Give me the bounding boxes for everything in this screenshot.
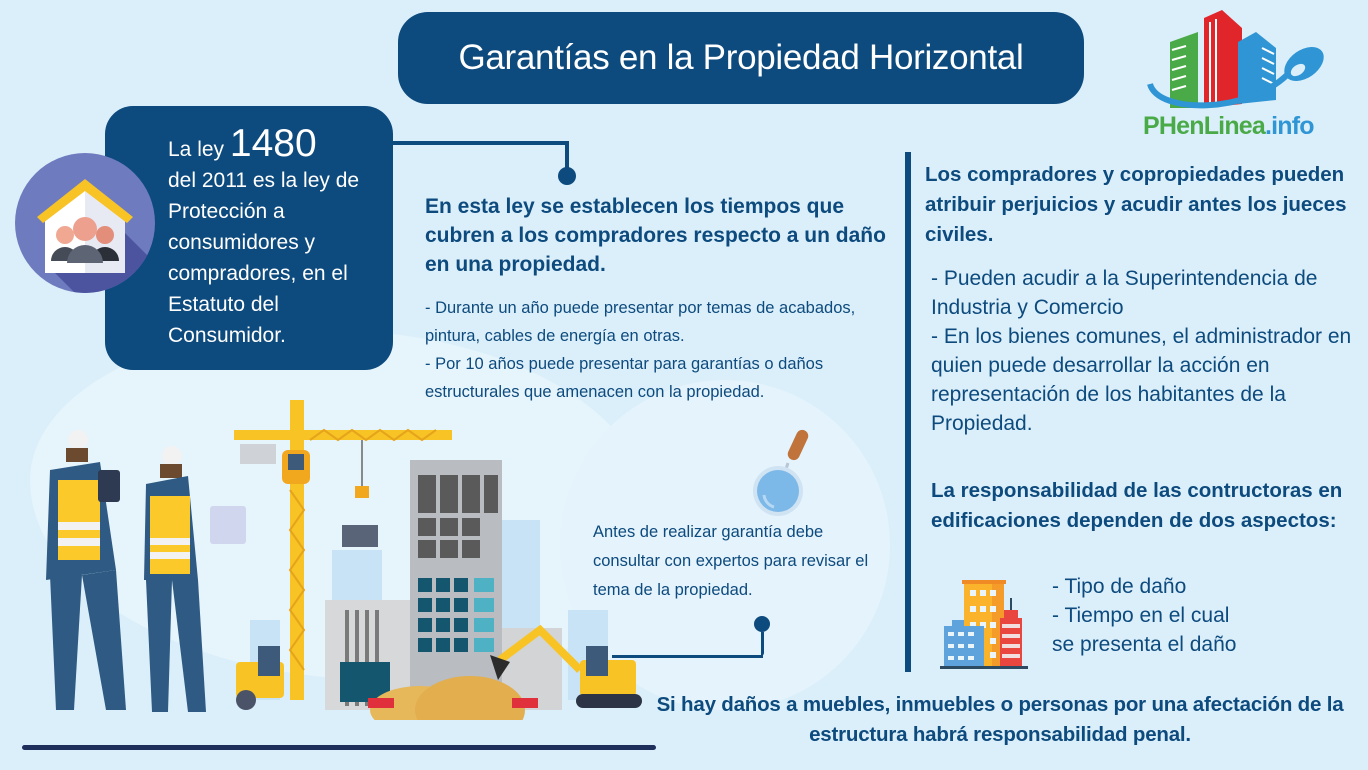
center-list-item: - Por 10 años puede presentar para garantías o daños estructurales que amenacen con la propiedad. xyxy=(425,355,824,401)
law-number: 1480 xyxy=(229,122,317,165)
page-title-text: Garantías en la Propiedad Horizontal xyxy=(458,38,1024,77)
aspects-list xyxy=(1052,572,1352,659)
center-list xyxy=(425,294,905,406)
connector-line xyxy=(761,632,764,656)
magnifier-icon xyxy=(748,425,818,520)
right-heading: Los compradores y copropiedades pueden atribuir perjuicios y acudir antes los jueces civiles. xyxy=(925,163,1347,246)
connector-dot xyxy=(558,167,576,185)
law-line: compradores, en el xyxy=(168,262,348,285)
aspect-item: - Tiempo en el cual xyxy=(1052,604,1230,627)
center-list-item: - Durante un año puede presentar por temas de acabados, pintura, cables de energía en otras. xyxy=(425,299,856,345)
law-line: Consumidor. xyxy=(168,324,286,347)
construction-scene-illustration xyxy=(20,400,650,720)
center-heading: En esta ley se establecen los tiempos que cubren a los compradores respecto a un daño en una propiedad. xyxy=(425,195,886,276)
logo-text: PHenLinea.info xyxy=(1143,112,1314,140)
ground-line xyxy=(22,745,656,750)
law-title: La ley 1480 xyxy=(168,122,317,165)
expert-note: Antes de realizar garantía debe consultar con expertos para revisar el tema de la propiedad. xyxy=(593,523,869,599)
law-line: Protección a xyxy=(168,200,285,223)
law-description xyxy=(168,122,388,351)
aspect-item: se presenta el daño xyxy=(1052,633,1237,656)
buildings-icon xyxy=(938,574,1030,670)
house-people-icon xyxy=(15,153,155,293)
right-list xyxy=(931,264,1361,438)
aspect-item: - Tipo de daño xyxy=(1052,575,1187,598)
page-title xyxy=(398,12,1084,104)
right-list-item: - Pueden acudir a la Superintendencia de Industria y Comercio xyxy=(931,267,1318,319)
law-line: consumidores y xyxy=(168,231,316,254)
law-line: Estatuto del xyxy=(168,293,279,316)
law-line: del 2011 es la ley de xyxy=(168,169,360,192)
connector-line xyxy=(393,141,569,145)
responsibility-heading: La responsabilidad de las contructoras en edificaciones dependen de dos aspectos: xyxy=(931,479,1343,532)
right-list-item: - En los bienes comunes, el administrador en quien puede desarrollar la acción en representación de los habitantes de la Propiedad. xyxy=(931,325,1352,435)
connector-dot xyxy=(754,616,770,632)
divider-bar xyxy=(905,152,911,672)
penal-responsibility-note: Si hay daños a muebles, inmuebles o personas por una afectación de la estructura habrá responsabilidad penal. xyxy=(656,693,1344,746)
